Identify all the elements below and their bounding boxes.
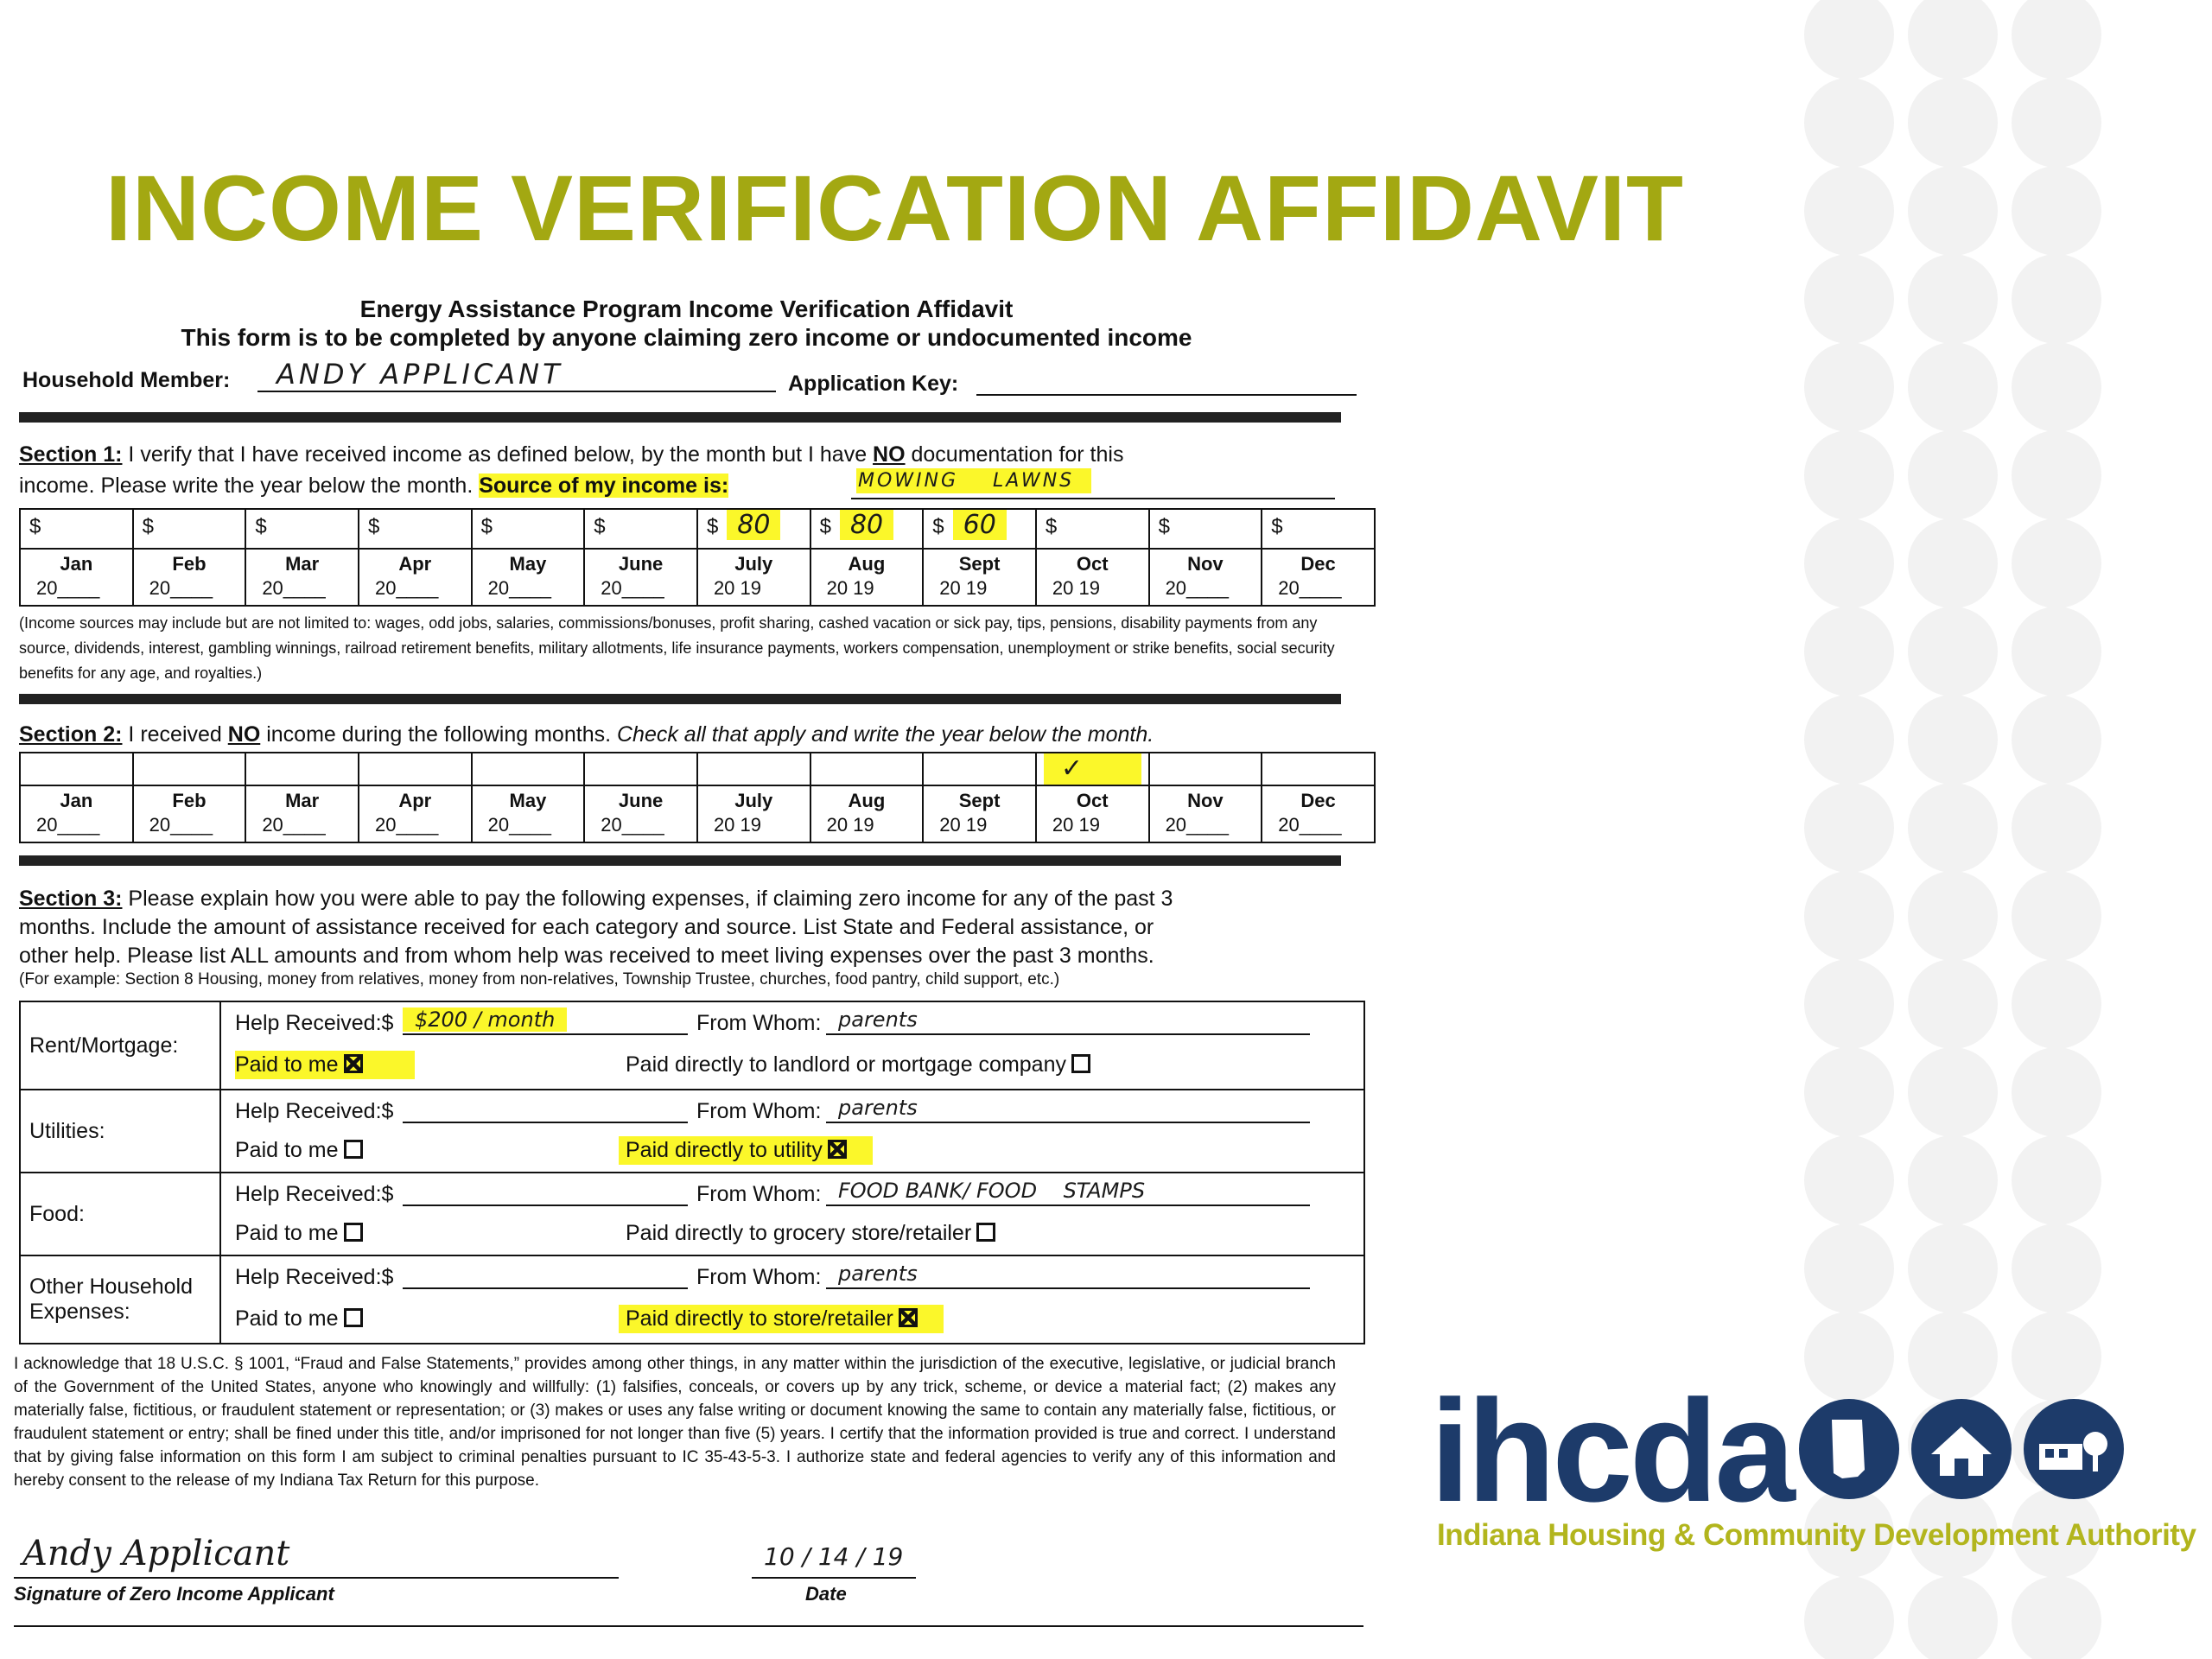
month-amount-value: 80	[840, 510, 893, 540]
month-year: 20____	[487, 577, 552, 599]
decorative-dot	[1804, 1224, 1894, 1313]
month-name: Mar	[285, 553, 320, 575]
checkbox-icon[interactable]	[344, 1054, 363, 1073]
month-amount-cell[interactable]	[1262, 509, 1375, 549]
month-year: 20____	[262, 814, 326, 836]
decorative-dot	[1804, 871, 1894, 961]
decorative-dot	[1908, 1312, 1998, 1402]
decorative-dot	[2012, 1047, 2101, 1137]
dollar-sign: $	[1158, 515, 1170, 538]
form-subtitle: This form is to be completed by anyone claiming zero income or undocumented income	[181, 324, 1192, 351]
decorative-dot	[2012, 695, 2101, 785]
logo-tagline: Indiana Housing & Community Development Authority	[1437, 1518, 2196, 1552]
decorative-dot	[2012, 0, 2101, 79]
month-name: May	[509, 553, 547, 575]
month-year-cell[interactable]	[810, 549, 924, 606]
month-year-cell[interactable]	[1262, 785, 1375, 842]
dollar-sign: $	[367, 515, 380, 538]
decorative-dot	[2012, 783, 2101, 873]
decorative-dot	[1908, 871, 1998, 961]
household-member-label: Household Member:	[22, 368, 231, 392]
month-amount-cell[interactable]	[923, 509, 1036, 549]
date-value: 10 / 14 / 19	[764, 1542, 904, 1571]
month-name: Feb	[172, 790, 207, 811]
month-year-cell[interactable]	[359, 785, 472, 842]
expense-details	[220, 1001, 1364, 1090]
decorative-dot	[2012, 871, 2101, 961]
month-year-cell[interactable]	[1036, 785, 1149, 842]
paid-to-me-label: Paid to me	[235, 1138, 339, 1162]
section1-source-line: income. Please write the year below the month. Source of my income is:	[19, 474, 729, 498]
month-year: 20____	[601, 814, 664, 836]
decorative-dot	[1804, 607, 1894, 696]
ihcda-logo	[1430, 1370, 1792, 1532]
bottom-rule	[14, 1625, 1363, 1627]
dollar-sign: $	[29, 515, 41, 538]
dollar-sign: $	[142, 515, 155, 538]
month-name: June	[618, 553, 664, 575]
dollar-sign: $	[706, 515, 719, 538]
month-amount-value: 60	[953, 510, 1007, 540]
paid-to-me-option[interactable]	[235, 1136, 415, 1165]
month-name: Apr	[398, 553, 432, 575]
decorative-dot	[1908, 1224, 1998, 1313]
decorative-dot	[2012, 1135, 2101, 1225]
month-year: 20 19	[1052, 577, 1100, 599]
expense-category: Food:	[20, 1173, 220, 1255]
date-field[interactable]	[752, 1542, 916, 1579]
decorative-dot	[1908, 518, 1998, 608]
decorative-dot	[1908, 430, 1998, 520]
month-name: Apr	[398, 790, 432, 811]
from-whom-label: From Whom:	[696, 1011, 822, 1035]
month-name: Dec	[1300, 553, 1336, 575]
decorative-dot	[1804, 518, 1894, 608]
decorative-dot	[1908, 254, 1998, 344]
month-year-cell[interactable]	[923, 785, 1036, 842]
dollar-sign: $	[1045, 515, 1058, 538]
month-year-cell[interactable]	[20, 549, 133, 606]
help-received-value	[403, 1179, 427, 1203]
decorative-dot	[2012, 518, 2101, 608]
application-key-label: Application Key:	[788, 372, 959, 396]
from-whom-value: FOOD BANK/ FOOD STAMPS	[838, 1179, 1146, 1203]
checkbox-icon[interactable]	[344, 1140, 363, 1159]
month-check-cell[interactable]	[472, 753, 585, 785]
month-year-cell[interactable]	[584, 549, 697, 606]
month-check-cell[interactable]	[1149, 753, 1262, 785]
month-name: Nov	[1187, 553, 1224, 575]
from-whom-value: parents	[838, 1096, 918, 1120]
help-received-field[interactable]	[403, 1007, 688, 1035]
dollar-sign: $	[932, 515, 944, 538]
month-amount-cell[interactable]	[584, 509, 697, 549]
month-check-cell[interactable]	[810, 753, 924, 785]
paid-direct-option[interactable]	[619, 1136, 873, 1165]
month-check-cell[interactable]	[133, 753, 246, 785]
decorative-dot	[2012, 430, 2101, 520]
paid-direct-label: Paid directly to utility	[626, 1138, 823, 1162]
month-amount-cell[interactable]	[245, 509, 359, 549]
month-year-cell[interactable]	[472, 785, 585, 842]
month-name: July	[734, 790, 773, 811]
decorative-dot	[1908, 695, 1998, 785]
month-year: 20 19	[939, 814, 988, 836]
help-received-label: Help Received:$	[235, 1265, 394, 1289]
month-year-cell[interactable]	[1262, 549, 1375, 606]
household-member-field[interactable]	[257, 358, 776, 392]
signature-value: Andy Applicant	[22, 1534, 290, 1573]
decorative-dot	[1804, 254, 1894, 344]
logo-emblems	[1797, 1394, 2130, 1504]
decorative-dot	[1908, 1135, 1998, 1225]
section2-month-table	[19, 752, 1376, 843]
paid-to-me-option[interactable]	[235, 1051, 415, 1079]
month-name: Sept	[958, 553, 1001, 575]
decorative-dot	[1908, 959, 1998, 1049]
expense-details	[220, 1255, 1364, 1344]
source-label: Source of my income is:	[479, 474, 729, 498]
paid-direct-label: Paid directly to landlord or mortgage company	[626, 1052, 1066, 1077]
paid-direct-option[interactable]	[619, 1051, 1116, 1079]
expense-row	[20, 1173, 1364, 1255]
decorative-dot	[1908, 0, 1998, 79]
paid-to-me-label: Paid to me	[235, 1052, 339, 1077]
dollar-sign: $	[1271, 515, 1283, 538]
expenses-table	[19, 1001, 1365, 1344]
month-name: Oct	[1076, 790, 1109, 811]
indiana-state-icon	[1799, 1399, 1899, 1499]
decorative-dot	[2012, 254, 2101, 344]
month-year: 20____	[36, 814, 100, 836]
divider	[19, 694, 1341, 704]
month-name: Mar	[285, 790, 320, 811]
decorative-dot	[1908, 783, 1998, 873]
decorative-dot	[1804, 1576, 1894, 1659]
decorative-dot	[1804, 695, 1894, 785]
decorative-dot	[1804, 1047, 1894, 1137]
paid-direct-option[interactable]	[619, 1305, 944, 1333]
month-year: 20____	[374, 814, 439, 836]
section1-text: Section 1: I verify that I have received income as defined below, by the month but I have NO documentation for this	[19, 442, 1124, 467]
month-check-cell[interactable]	[245, 753, 359, 785]
divider	[19, 855, 1341, 866]
month-year: 20____	[374, 577, 439, 599]
paid-direct-label: Paid directly to store/retailer	[626, 1306, 893, 1331]
from-whom-value: parents	[838, 1262, 918, 1286]
application-key-field[interactable]	[976, 363, 1357, 396]
form-title: Energy Assistance Program Income Verification Affidavit	[359, 296, 1014, 322]
expense-row	[20, 1255, 1364, 1344]
month-check-cell[interactable]	[1036, 753, 1149, 785]
divider	[19, 412, 1341, 423]
decorative-dot	[2012, 78, 2101, 168]
month-year: 20____	[149, 814, 213, 836]
source-income-value: MOWING LAWNS	[856, 468, 1091, 493]
month-name: Jan	[60, 790, 93, 811]
from-whom-field[interactable]	[826, 1179, 1310, 1206]
month-year: 20 19	[939, 577, 988, 599]
month-name: Dec	[1300, 790, 1336, 811]
signature-label: Signature of Zero Income Applicant	[14, 1583, 334, 1605]
expense-details	[220, 1090, 1364, 1173]
decorative-dot	[1804, 0, 1894, 79]
help-received-field[interactable]	[403, 1096, 688, 1123]
decorative-dot	[2012, 607, 2101, 696]
help-received-value: $200 / month	[403, 1007, 567, 1032]
expense-category: Utilities:	[20, 1090, 220, 1173]
help-received-value	[403, 1096, 427, 1120]
month-year-cell[interactable]	[1149, 785, 1262, 842]
expense-row	[20, 1090, 1364, 1173]
paid-to-me-option[interactable]	[235, 1305, 415, 1333]
month-year: 20____	[36, 577, 100, 599]
decorative-dot	[2012, 1224, 2101, 1313]
checkbox-icon[interactable]	[1071, 1054, 1090, 1073]
month-year: 20 19	[826, 577, 874, 599]
month-year: 20____	[262, 577, 326, 599]
expense-category: Rent/Mortgage:	[20, 1001, 220, 1090]
month-year-cell[interactable]	[133, 549, 246, 606]
paid-to-me-option[interactable]	[235, 1219, 415, 1248]
decorative-dot	[1804, 959, 1894, 1049]
month-year: 20____	[1278, 577, 1342, 599]
from-whom-label: From Whom:	[696, 1265, 822, 1289]
slide-title: INCOME VERIFICATION AFFIDAVIT	[105, 156, 1684, 260]
month-year: 20 19	[713, 814, 761, 836]
section3-text: Section 3: Please explain how you were able to pay the following expenses, if claiming zero income for any of the past 3 months. Include the amount of assistance received for each category and source. List State and Federal assistance, or other help. Please list ALL amounts and from whom help was received to meet living expenses over the past 3 months.	[19, 887, 1173, 968]
month-year: 20 19	[713, 577, 761, 599]
month-check-cell[interactable]	[1262, 753, 1375, 785]
from-whom-label: From Whom:	[696, 1182, 822, 1206]
month-name: Nov	[1187, 790, 1224, 811]
month-year-cell[interactable]	[472, 549, 585, 606]
decorative-dot	[1804, 166, 1894, 256]
month-amount-cell[interactable]	[133, 509, 246, 549]
logo-wordmark: ihcda	[1430, 1370, 1792, 1532]
paid-direct-option[interactable]	[619, 1219, 1021, 1248]
checkmark-icon: ✓	[1044, 753, 1141, 785]
dollar-sign: $	[594, 515, 606, 538]
acknowledgement-text: I acknowledge that 18 U.S.C. § 1001, “Fraud and False Statements,” provides among other things, in any matter within the jurisdiction of the executive, legislative, or judicial branch of the Government of the United States, anyone who knowingly and willfully: (1) falsifies, conceals, or covers up by any trick, scheme, or device a material fact; (2) makes any materially false, fictitious, or fraudulent statement or representation; or (3) makes or uses any false writing or document knowing the same to contain any materially false, fictitious, or fraudulent statement or entry; shall be fined under this title, and/or imprisoned for not longer than five (5) years. I certify that the information provided is true and correct. I understand that by giving false information on this form I am subject to criminal penalties pursuant to IC 35-43-5-3. I authorize state and federal agencies to verify any of this information and hereby consent to the release of my Indiana Tax Return for this purpose.	[14, 1355, 1336, 1490]
month-year-cell[interactable]	[810, 785, 924, 842]
month-name: Aug	[848, 553, 886, 575]
checkbox-icon[interactable]	[344, 1223, 363, 1242]
decorative-dot	[2012, 1576, 2101, 1659]
decorative-dot	[1804, 342, 1894, 432]
month-amount-cell[interactable]	[472, 509, 585, 549]
expense-row	[20, 1001, 1364, 1090]
help-received-value	[403, 1262, 427, 1286]
from-whom-label: From Whom:	[696, 1099, 822, 1123]
income-sources-note: (Income sources may include but are not limited to: wages, odd jobs, salaries, commissions/bonuses, profit sharing, cashed vacation or sick pay, tips, pensions, disability payments from any source, dividends, interest, gambling winnings, railroad retirement benefits, military allotments, life insurance payments, workers compensation, unemployment or strike benefits, social security benefits for any age, and royalties.)	[19, 614, 1335, 682]
month-year-cell[interactable]	[245, 785, 359, 842]
decorative-dot	[2012, 959, 2101, 1049]
month-name: May	[509, 790, 547, 811]
month-year: 20 19	[1052, 814, 1100, 836]
month-year-cell[interactable]	[20, 785, 133, 842]
decorative-dot	[1908, 78, 1998, 168]
decorative-dot	[1908, 166, 1998, 256]
expense-details	[220, 1173, 1364, 1255]
source-income-field[interactable]	[851, 468, 1335, 499]
month-year: 20 19	[826, 814, 874, 836]
month-check-cell[interactable]	[697, 753, 810, 785]
dollar-sign: $	[255, 515, 267, 538]
month-check-cell[interactable]	[923, 753, 1036, 785]
month-name: June	[618, 790, 664, 811]
paid-direct-label: Paid directly to grocery store/retailer	[626, 1221, 972, 1245]
month-name: Jan	[60, 553, 93, 575]
month-name: Sept	[958, 790, 1001, 811]
decorative-dot	[2012, 1312, 2101, 1402]
month-check-cell[interactable]	[359, 753, 472, 785]
month-amount-cell[interactable]	[20, 509, 133, 549]
checkbox-icon[interactable]	[976, 1223, 995, 1242]
month-year-cell[interactable]	[1036, 549, 1149, 606]
help-received-label: Help Received:$	[235, 1182, 394, 1206]
month-year: 20____	[149, 577, 213, 599]
signature-field[interactable]	[14, 1534, 619, 1579]
month-name: Feb	[172, 553, 207, 575]
month-amount-cell[interactable]	[1036, 509, 1149, 549]
month-year-cell[interactable]	[584, 785, 697, 842]
month-year-cell[interactable]	[697, 549, 810, 606]
decorative-dot	[1908, 1576, 1998, 1659]
month-year-cell[interactable]	[923, 549, 1036, 606]
expense-category: Other Household Expenses:	[20, 1255, 220, 1344]
month-year-cell[interactable]	[133, 785, 246, 842]
decorative-dot	[1804, 78, 1894, 168]
month-year: 20____	[487, 814, 552, 836]
date-label: Date	[805, 1583, 847, 1605]
month-year-cell[interactable]	[697, 785, 810, 842]
decorative-dot	[1804, 430, 1894, 520]
section1-month-table	[19, 508, 1376, 607]
help-received-label: Help Received:$	[235, 1099, 394, 1123]
decorative-dot	[1804, 783, 1894, 873]
month-year: 20____	[1165, 577, 1229, 599]
month-name: Aug	[848, 790, 886, 811]
house-icon	[1911, 1399, 2012, 1499]
help-received-field[interactable]	[403, 1179, 688, 1206]
from-whom-value: parents	[838, 1007, 918, 1032]
paid-to-me-label: Paid to me	[235, 1306, 339, 1331]
section2-text: Section 2: I received NO income during the following months. Check all that apply and write the year below the month.	[19, 722, 1154, 747]
month-year-cell[interactable]	[245, 549, 359, 606]
decorative-dot	[2012, 166, 2101, 256]
month-check-cell[interactable]	[20, 753, 133, 785]
month-year: 20____	[1278, 814, 1342, 836]
from-whom-field[interactable]	[826, 1262, 1310, 1289]
month-amount-cell[interactable]	[697, 509, 810, 549]
dollar-sign: $	[480, 515, 493, 538]
month-amount-cell[interactable]	[359, 509, 472, 549]
month-amount-cell[interactable]	[1149, 509, 1262, 549]
decorative-dot	[1908, 1047, 1998, 1137]
help-received-field[interactable]	[403, 1262, 688, 1289]
from-whom-field[interactable]	[826, 1007, 1310, 1035]
month-name: Oct	[1076, 553, 1109, 575]
decorative-dot	[1804, 1312, 1894, 1402]
section3-example: (For example: Section 8 Housing, money from relatives, money from non-relatives, Township Trustee, churches, food pantry, child support, etc.)	[19, 970, 1060, 988]
decorative-dot	[1908, 607, 1998, 696]
decorative-dot	[1804, 1135, 1894, 1225]
paid-to-me-label: Paid to me	[235, 1221, 339, 1245]
checkbox-icon[interactable]	[828, 1140, 847, 1159]
from-whom-field[interactable]	[826, 1096, 1310, 1123]
month-amount-value: 80	[727, 510, 780, 540]
household-member-value: ANDY APPLICANT	[276, 358, 563, 391]
decorative-dot	[1908, 342, 1998, 432]
month-check-cell[interactable]	[584, 753, 697, 785]
help-received-label: Help Received:$	[235, 1011, 394, 1035]
month-year-cell[interactable]	[359, 549, 472, 606]
month-amount-cell[interactable]	[810, 509, 924, 549]
decorative-dot	[2012, 342, 2101, 432]
checkbox-icon[interactable]	[344, 1308, 363, 1327]
month-name: July	[734, 553, 773, 575]
month-year-cell[interactable]	[1149, 549, 1262, 606]
dollar-sign: $	[819, 515, 831, 538]
month-year: 20____	[1165, 814, 1229, 836]
community-icon	[2024, 1399, 2124, 1499]
checkbox-icon[interactable]	[899, 1308, 918, 1327]
month-year: 20____	[601, 577, 664, 599]
